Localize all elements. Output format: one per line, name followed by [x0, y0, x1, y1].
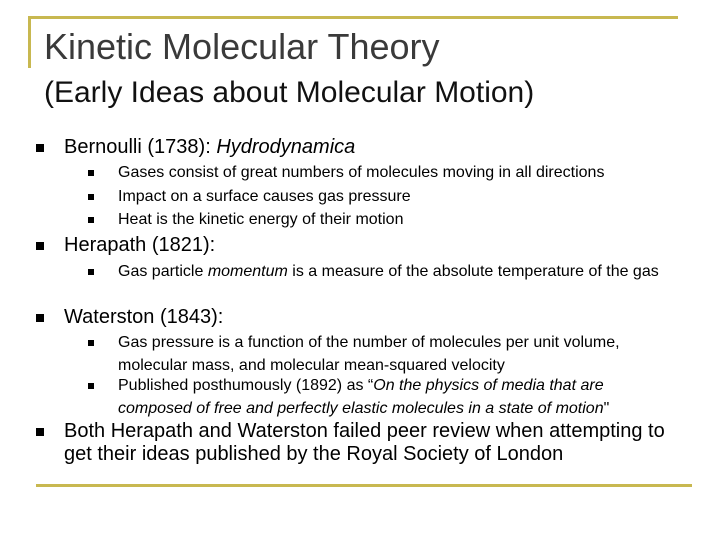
square-bullet-icon [36, 144, 44, 152]
slide-title: Kinetic Molecular Theory [44, 26, 440, 67]
left-rule [28, 16, 31, 68]
bullet-text: Waterston (1843): [64, 306, 224, 328]
subbullet-text: Gases consist of great numbers of molecules moving in all directions [118, 164, 605, 181]
subbullet-text: Impact on a surface causes gas pressure [118, 188, 411, 205]
subbullet-text: Heat is the kinetic energy of their motion [118, 211, 404, 228]
square-bullet-icon [36, 314, 44, 322]
square-bullet-icon [88, 340, 94, 346]
square-bullet-icon [88, 194, 94, 200]
bottom-rule [36, 484, 692, 487]
square-bullet-icon [88, 217, 94, 223]
square-bullet-icon [88, 269, 94, 275]
square-bullet-icon [88, 170, 94, 176]
bullet-text: Bernoulli (1738): Hydrodynamica [64, 136, 356, 158]
square-bullet-icon [88, 383, 94, 389]
slide-subtitle: (Early Ideas about Molecular Motion) [44, 76, 535, 109]
square-bullet-icon [36, 242, 44, 250]
subbullet-text: Gas pressure is a function of the number of molecules per unit volume, molecular mass, and molecular mean-squared velocity [118, 334, 620, 374]
subbullet-text: Published posthumously (1892) as “On the physics of media that are composed of free and perfectly elastic molecules in a state of motion" [118, 377, 610, 417]
subbullet-text: Gas particle momentum is a measure of the absolute temperature of the gas [118, 263, 659, 280]
top-rule [28, 16, 678, 19]
square-bullet-icon [36, 428, 44, 436]
bullet-text: Both Herapath and Waterston failed peer review when attempting to get their ideas published by the Royal Society of London [64, 420, 665, 465]
bullet-text: Herapath (1821): [64, 234, 216, 256]
